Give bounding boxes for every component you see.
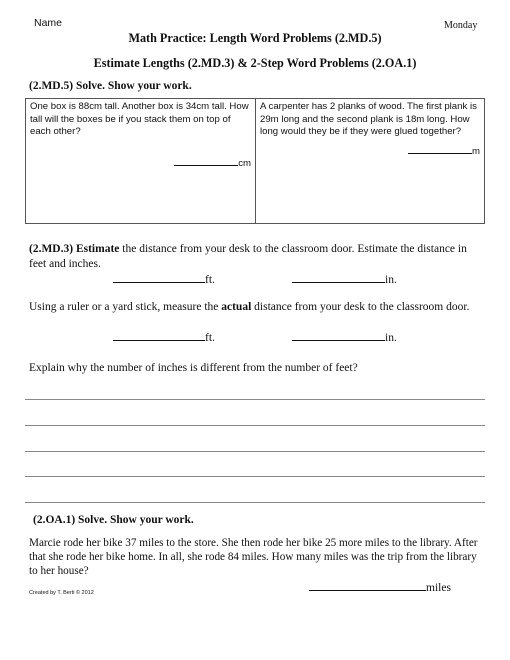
unit-in-2: in. — [385, 332, 397, 344]
footer-credit: Created by T. Berti © 2012 — [29, 590, 94, 596]
estimate-word: Estimate — [75, 243, 120, 255]
name-label: Name — [34, 17, 63, 29]
estimate-feet-blank[interactable] — [113, 270, 205, 283]
unit-cm: cm — [238, 157, 251, 169]
section2-code: (2.MD.3) — [29, 243, 74, 255]
day-label: Monday — [444, 20, 478, 31]
problem-table — [25, 98, 485, 224]
estimate-instruction — [29, 242, 484, 272]
explain-question: Explain why the number of inches is different from the number of feet? — [29, 362, 358, 374]
answer-line-1[interactable] — [30, 153, 251, 171]
section3-heading: (2.OA.1) Solve. Show your work. — [33, 514, 194, 526]
problem-box-2 — [256, 99, 485, 224]
unit-m: m — [472, 145, 480, 157]
problem-1-text: One box is 88cm tall. Another box is 34cm tall. How tall will the boxes be if you stack them on top of each other? — [30, 101, 249, 137]
answer-blank-cm[interactable] — [174, 153, 238, 166]
problem-box-1 — [26, 99, 256, 224]
writing-line-2[interactable] — [25, 425, 485, 426]
unit-ft-2: ft. — [205, 332, 215, 344]
actual-word: actual — [221, 301, 252, 313]
unit-in: in. — [385, 274, 397, 286]
unit-miles: miles — [426, 582, 451, 594]
writing-line-5[interactable] — [25, 502, 485, 503]
answer-blank-m[interactable] — [408, 141, 472, 154]
measure-instruction — [29, 301, 489, 313]
page-subtitle: Estimate Lengths (2.MD.3) & 2-Step Word Problems (2.OA.1) — [93, 56, 417, 70]
miles-answer-row[interactable] — [309, 578, 451, 594]
estimate-feet-row[interactable] — [113, 270, 215, 286]
section3-problem: Marcie rode her bike 37 miles to the store. She then rode her bike 25 more miles to the library. After that she rode her bike home. In all, she rode 84 miles. How many miles was the trip from the library to her house? — [29, 537, 478, 577]
writing-line-3[interactable] — [25, 451, 485, 452]
problem-2-text: A carpenter has 2 planks of wood. The first plank is 29m long and the second plank is 18m long. How long would they be if they were glued together? — [260, 101, 477, 137]
page-title: Math Practice: Length Word Problems (2.MD.5) — [128, 31, 382, 45]
measure-inches-blank[interactable] — [292, 328, 385, 341]
measure-text-post: distance from your desk to the classroom door. — [251, 301, 470, 313]
measure-feet-blank[interactable] — [113, 328, 205, 341]
section1-heading: (2.MD.5) Solve. Show your work. — [29, 80, 192, 92]
estimate-inches-blank[interactable] — [292, 270, 385, 283]
answer-line-2[interactable] — [260, 141, 480, 159]
estimate-inches-row[interactable] — [292, 270, 397, 286]
estimate-text: the distance from your desk to the classroom door. Estimate the distance in feet and inches. — [29, 243, 467, 270]
writing-line-4[interactable] — [25, 476, 485, 477]
unit-ft: ft. — [205, 274, 215, 286]
miles-answer-blank[interactable] — [309, 578, 426, 591]
measure-inches-row[interactable] — [292, 328, 397, 344]
writing-line-1[interactable] — [25, 399, 485, 400]
measure-text-pre: Using a ruler or a yard stick, measure the — [29, 301, 222, 313]
measure-feet-row[interactable] — [113, 328, 215, 344]
